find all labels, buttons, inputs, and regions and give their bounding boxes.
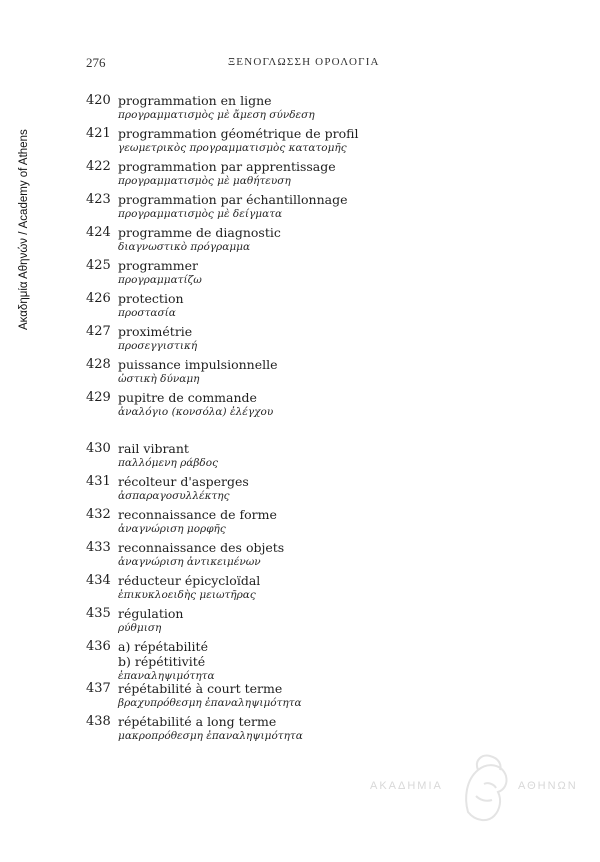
french-term: programmation par apprentissage <box>118 159 336 174</box>
greek-term: προγραμματισμὸς μὲ δείγματα <box>118 208 283 220</box>
entry-number: 431 <box>86 474 111 489</box>
glossary-entry-434 <box>86 573 396 606</box>
greek-term: ρύθμιση <box>118 622 162 634</box>
greek-term: προγραμματισμὸς μὲ ἄμεση σύνδεση <box>118 109 315 121</box>
page-header <box>86 55 391 73</box>
glossary-entry-429 <box>86 390 396 423</box>
watermark-right-text: ΑΘΗΝΩΝ <box>518 780 578 792</box>
french-term: programme de diagnostic <box>118 225 281 240</box>
running-head: ΞΕΝΟΓΛΩΣΣΗ ΟΡΟΛΟΓΙΑ <box>228 56 380 68</box>
glossary-entry-436 <box>86 639 396 681</box>
french-term: réducteur épicycloïdal <box>118 573 261 588</box>
greek-term: ἀσπαραγοσυλλέκτης <box>118 490 230 502</box>
entry-number: 436 <box>86 639 111 654</box>
entry-number: 438 <box>86 714 111 729</box>
greek-term: προσεγγιστική <box>118 340 198 352</box>
french-term: reconnaissance de forme <box>118 507 277 522</box>
french-term: répétabilité a long terme <box>118 714 277 729</box>
glossary-entry-423 <box>86 192 396 225</box>
archive-side-label <box>16 30 40 330</box>
greek-term: ἀναλόγιο (κονσόλα) ἐλέγχου <box>118 406 274 418</box>
french-term: proximétrie <box>118 324 193 339</box>
french-term: rail vibrant <box>118 441 189 456</box>
glossary-entry-437 <box>86 681 396 714</box>
french-term: reconnaissance des objets <box>118 540 285 555</box>
glossary-entry-424 <box>86 225 396 258</box>
greek-term: διαγνωστικὸ πρόγραμμα <box>118 241 251 253</box>
entry-number: 425 <box>86 258 111 273</box>
entry-number: 421 <box>86 126 111 141</box>
greek-term: ἀναγνώριση μορφῆς <box>118 523 226 535</box>
entry-number: 429 <box>86 390 111 405</box>
glossary-entry-422 <box>86 159 396 192</box>
glossary-entry-433 <box>86 540 396 573</box>
greek-term: μακροπρόθεσμη ἐπαναληψιμότητα <box>118 730 303 742</box>
french-term: programmation en ligne <box>118 93 272 108</box>
french-term: puissance impulsionnelle <box>118 357 278 372</box>
glossary-entries <box>86 93 396 747</box>
greek-term: γεωμετρικὸς προγραμματισμὸς κατατομῆς <box>118 142 347 154</box>
athena-head-icon <box>454 750 514 830</box>
entry-number: 435 <box>86 606 111 621</box>
glossary-entry-425 <box>86 258 396 291</box>
glossary-entry-438 <box>86 714 396 747</box>
entry-number: 420 <box>86 93 111 108</box>
entry-number: 427 <box>86 324 111 339</box>
glossary-entry-426 <box>86 291 396 324</box>
entry-number: 422 <box>86 159 111 174</box>
watermark-left-text: ΑΚΑΔΗΜΙΑ <box>370 780 443 792</box>
glossary-entry-428 <box>86 357 396 390</box>
entry-number: 432 <box>86 507 111 522</box>
greek-term: ἐπαναληψιμότητα <box>118 670 215 682</box>
entry-number: 426 <box>86 291 111 306</box>
academy-watermark <box>370 750 580 830</box>
glossary-entry-427 <box>86 324 396 357</box>
french-term: régulation <box>118 606 184 621</box>
glossary-entry-435 <box>86 606 396 639</box>
glossary-entry-432 <box>86 507 396 540</box>
greek-term: προγραμματίζω <box>118 274 202 286</box>
french-term: répétabilité à court terme <box>118 681 283 696</box>
entry-number: 428 <box>86 357 111 372</box>
greek-term: παλλόμενη ράβδος <box>118 457 218 469</box>
entry-number: 430 <box>86 441 111 456</box>
greek-term: ἐπικυκλοειδὴς μειωτῆρας <box>118 589 256 601</box>
glossary-entry-421 <box>86 126 396 159</box>
entry-number: 423 <box>86 192 111 207</box>
french-term: récolteur d'asperges <box>118 474 249 489</box>
french-term-b: b) répétitivité <box>118 654 206 669</box>
greek-term: προστασία <box>118 307 176 319</box>
french-term: pupitre de commande <box>118 390 257 405</box>
greek-term: προγραμματισμὸς μὲ μαθήτευση <box>118 175 291 187</box>
french-term: protection <box>118 291 184 306</box>
glossary-entry-430 <box>86 441 396 474</box>
entry-number: 434 <box>86 573 111 588</box>
french-term: programmation par échantillonnage <box>118 192 348 207</box>
french-term-a: a) répétabilité <box>118 639 208 654</box>
french-term: programmer <box>118 258 199 273</box>
entry-number: 424 <box>86 225 111 240</box>
french-term: programmation géométrique de profil <box>118 126 359 141</box>
entry-number: 437 <box>86 681 111 696</box>
entry-number: 433 <box>86 540 111 555</box>
greek-term: βραχυπρόθεσμη ἐπαναληψιμότητα <box>118 697 302 709</box>
glossary-entry-420 <box>86 93 396 126</box>
greek-term: ἀναγνώριση ἀντικειμένων <box>118 556 261 568</box>
archive-label-text: Ακαδημία Αθηνών / Academy of Athens <box>18 129 30 330</box>
page-number: 276 <box>86 55 106 70</box>
greek-term: ὠστικὴ δύναμη <box>118 373 200 385</box>
glossary-entry-431 <box>86 474 396 507</box>
